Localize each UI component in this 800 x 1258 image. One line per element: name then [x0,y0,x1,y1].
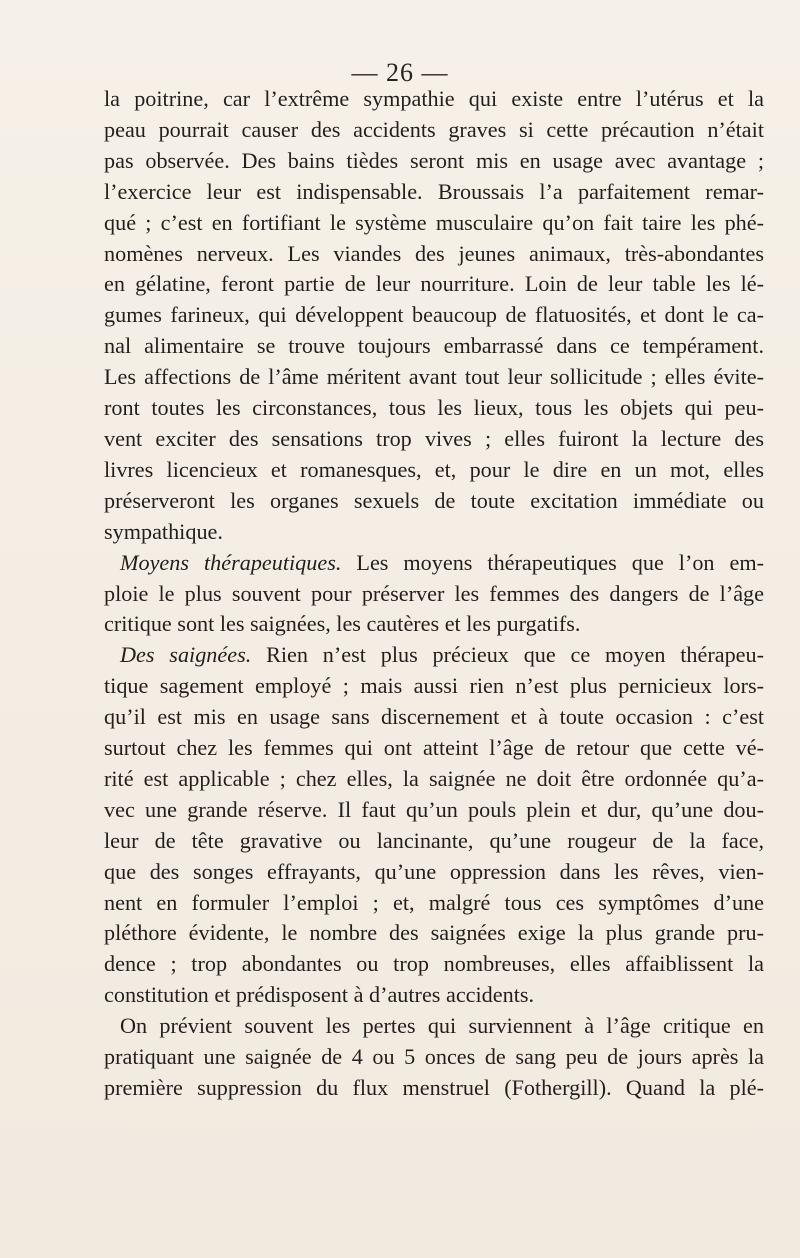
line-text: nal alimentaire se trouve toujours embarrassé dans ce tempérament. [104,333,764,359]
text-line [104,579,764,610]
line-text: préserveront les organes sexuels de toute excitation immédiate ou [104,487,764,513]
text-line [104,949,764,980]
line-text: que des songes effrayants, qu’une oppression dans les rêves, vien- [104,858,764,884]
line-text: leur de tête gravative ou lancinante, qu’une rougeur de la face, [104,827,764,853]
text-line [104,486,764,517]
line-text: première suppression du flux menstruel (Fothergill). Quand la plé- [104,1075,764,1100]
line-text: pratiquant une saignée de 4 ou 5 onces de sang peu de jours après la [104,1044,764,1070]
text-line [104,702,764,733]
line-text: livres licencieux et romanesques, et, pour le dire en un mot, elles [104,456,764,482]
text-line [104,115,764,146]
text-line [104,857,764,888]
text-line [104,331,764,362]
line-text: vec une grande réserve. Il faut qu’un pouls plein et dur, qu’une dou- [104,796,764,822]
line-text: gumes farineux, qui développent beaucoup de flatuosités, et dont le ca- [104,302,764,328]
text-line [104,362,764,393]
line-text: l’exercice leur est indispensable. Broussais l’a parfaitement remar- [104,178,764,204]
line-text: critique sont les saignées, les cautères et les purgatifs. [104,611,581,637]
line-text: Les moyens thérapeutiques que l’on em- [341,549,764,575]
section-heading: Des saignées. [120,642,252,668]
section-heading: Moyens thérapeutiques. [120,549,342,575]
line-text: Les affections de l’âme méritent avant tout leur sollicitude ; elles évite- [104,364,764,390]
line-text: rité est applicable ; chez elles, la saignée ne doit être ordonnée qu’a- [104,765,764,791]
text-line [104,826,764,857]
line-text: tique sagement employé ; mais aussi rien n’est plus pernicieux lors- [104,673,764,699]
text-line [104,424,764,455]
text-line [104,239,764,270]
text-line [104,517,764,548]
line-text: en gélatine, feront partie de leur nourriture. Loin de leur table les lé- [104,271,764,297]
line-text: la poitrine, car l’extrême sympathie qui existe entre l’utérus et la [104,86,764,111]
line-text: peau pourrait causer des accidents graves si cette précaution n’était [104,116,764,142]
text-line [104,177,764,208]
line-text: constitution et prédisposent à d’autres accidents. [104,982,535,1008]
line-text: ploie le plus souvent pour préserver les femmes des dangers de l’âge [104,580,764,606]
line-text: Rien n’est plus précieux que ce moyen thérapeu- [251,642,764,668]
text-line [104,609,764,640]
text-line [104,300,764,331]
line-text: On prévient souvent les pertes qui surviennent à l’âge critique en [120,1013,764,1039]
line-text: nomènes nerveux. Les viandes des jeunes animaux, très-abondantes [104,240,764,266]
line-text: nent en formuler l’emploi ; et, malgré tous ces symptômes d’une [104,889,764,915]
text-line [104,764,764,795]
line-text: dence ; trop abondantes ou trop nombreuses, elles affaiblissent la [104,951,764,977]
line-text: pas observée. Des bains tièdes seront mis en usage avec avantage ; [104,147,764,173]
text-line [104,733,764,764]
line-text: qu’il est mis en usage sans discernement et à toute occasion : c’est [104,704,764,730]
text-line [104,671,764,702]
text-line [104,208,764,239]
text-line [104,269,764,300]
body-text [104,84,764,1104]
text-line [104,640,764,671]
text-line [104,1073,764,1104]
line-text: pléthore évidente, le nombre des saignées exige la plus grande pru- [104,920,764,946]
line-text: vent exciter des sensations trop vives ; elles fuiront la lecture des [104,425,764,451]
line-text: qué ; c’est en fortifiant le système musculaire qu’on fait taire les phé- [104,209,764,235]
text-line [104,980,764,1011]
text-line [104,146,764,177]
text-line [104,548,764,579]
line-text: sympathique. [104,518,223,544]
text-line [104,84,764,115]
text-line [104,795,764,826]
text-line [104,455,764,486]
text-line [104,888,764,919]
text-line [104,1042,764,1073]
text-line [104,393,764,424]
text-line [104,918,764,949]
page-number: — 26 — [351,58,449,87]
line-text: ront toutes les circonstances, tous les lieux, tous les objets qui peu- [104,395,764,421]
text-line [104,1011,764,1042]
line-text: surtout chez les femmes qui ont atteint l’âge de retour que cette vé- [104,735,764,761]
